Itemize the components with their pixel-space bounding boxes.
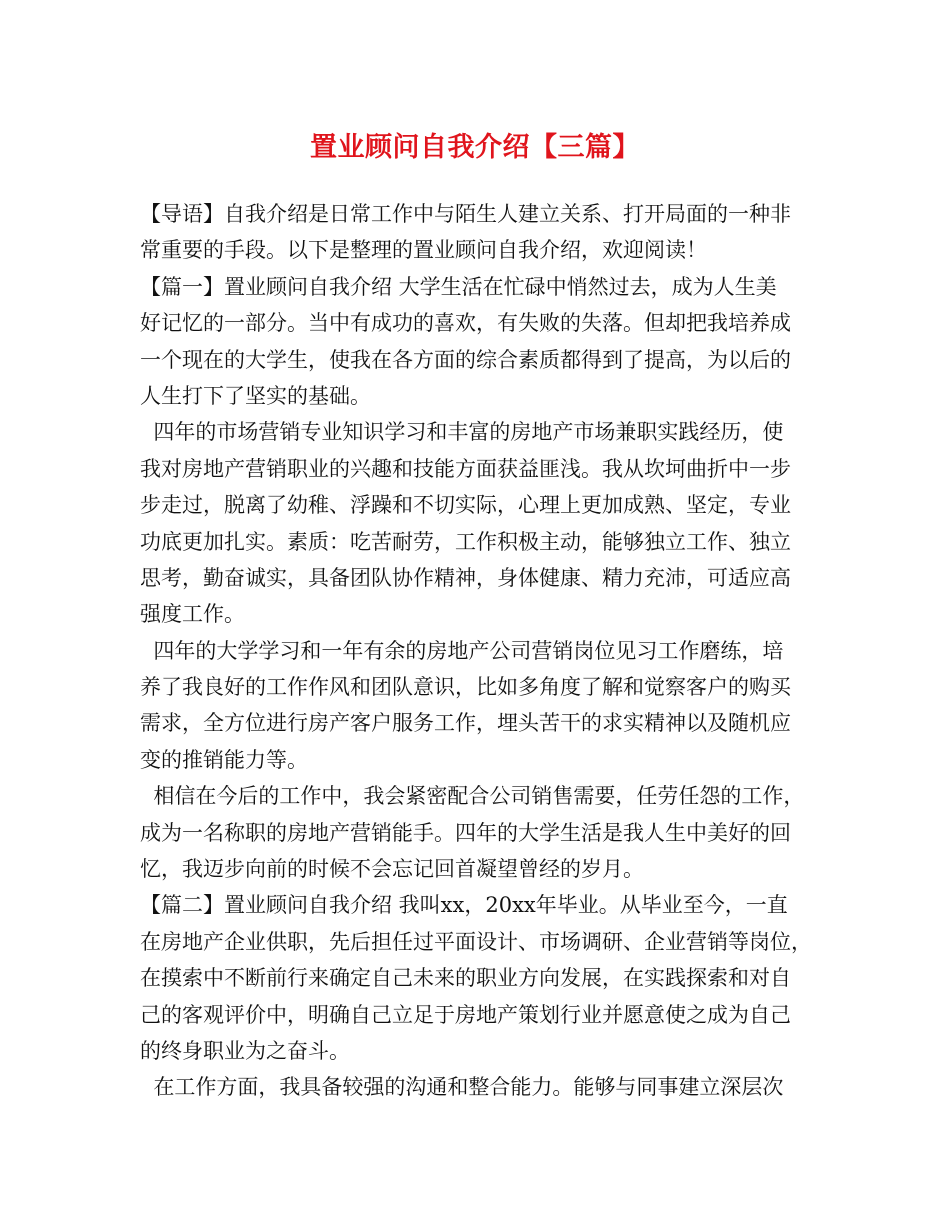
text-line: 在摸索中不断前行来确定自己未来的职业方向发展，在实践探索和对自 (140, 966, 791, 991)
text-line: 己的客观评价中，明确自己立足于房地产策划行业并愿意使之成为自己 (140, 1002, 791, 1027)
text-line: 强度工作。 (140, 602, 245, 627)
text-line: 在房地产企业供职，先后担任过平面设计、市场调研、企业营销等岗位， (140, 929, 812, 954)
text-line: 相信在今后的工作中，我会紧密配合公司销售需要，任劳任怨的工作， (140, 784, 805, 809)
text-line: 一个现在的大学生，使我在各方面的综合素质都得到了提高，为以后的 (140, 347, 791, 372)
text-line: 功底更加扎实。素质：吃苦耐劳，工作积极主动，能够独立工作、独立 (140, 529, 791, 554)
text-line: 【导语】自我介绍是日常工作中与陌生人建立关系、打开局面的一种非 (140, 202, 791, 226)
text-line: 步走过，脱离了幼稚、浮躁和不切实际，心理上更加成熟、坚定，专业 (140, 493, 791, 518)
text-line: 常重要的手段。以下是整理的置业顾问自我介绍，欢迎阅读！ (140, 238, 707, 263)
text-line: 忆，我迈步向前的时候不会忘记回首凝望曾经的岁月。 (140, 857, 644, 882)
text-line: 好记忆的一部分。当中有成功的喜欢，有失败的失落。但却把我培养成 (140, 311, 791, 336)
text-line: 【篇二】置业顾问自我介绍 我叫xx，20xx年毕业。从毕业至今，一直 (140, 893, 788, 918)
text-line: 变的推销能力等。 (140, 747, 308, 772)
text-line: 我对房地产营销职业的兴趣和技能方面获益匪浅。我从坎坷曲折中一步 (140, 456, 791, 481)
document-title: 置业顾问自我介绍【三篇】 (310, 132, 640, 163)
text-line: 四年的市场营销专业知识学习和丰富的房地产市场兼职实践经历，使 (140, 420, 784, 445)
text-line: 需求，全方位进行房产客户服务工作，埋头苦干的求实精神以及随机应 (140, 711, 791, 736)
text-line: 四年的大学学习和一年有余的房地产公司营销岗位见习工作磨练，培 (140, 638, 784, 663)
document-body (140, 196, 820, 1106)
text-line: 养了我良好的工作作风和团队意识，比如多角度了解和觉察客户的购买 (140, 675, 791, 700)
text-line: 思考，勤奋诚实，具备团队协作精神，身体健康、精力充沛，可适应高 (140, 565, 791, 590)
text-line: 人生打下了坚实的基础。 (140, 383, 371, 408)
text-line: 成为一名称职的房地产营销能手。四年的大学生活是我人生中美好的回 (140, 820, 791, 845)
text-line: 【篇一】置业顾问自我介绍 大学生活在忙碌中悄然过去，成为人生美 (140, 274, 777, 299)
text-line: 的终身职业为之奋斗。 (140, 1038, 350, 1063)
text-line: 在工作方面，我具备较强的沟通和整合能力。能够与同事建立深层次 (140, 1075, 784, 1100)
